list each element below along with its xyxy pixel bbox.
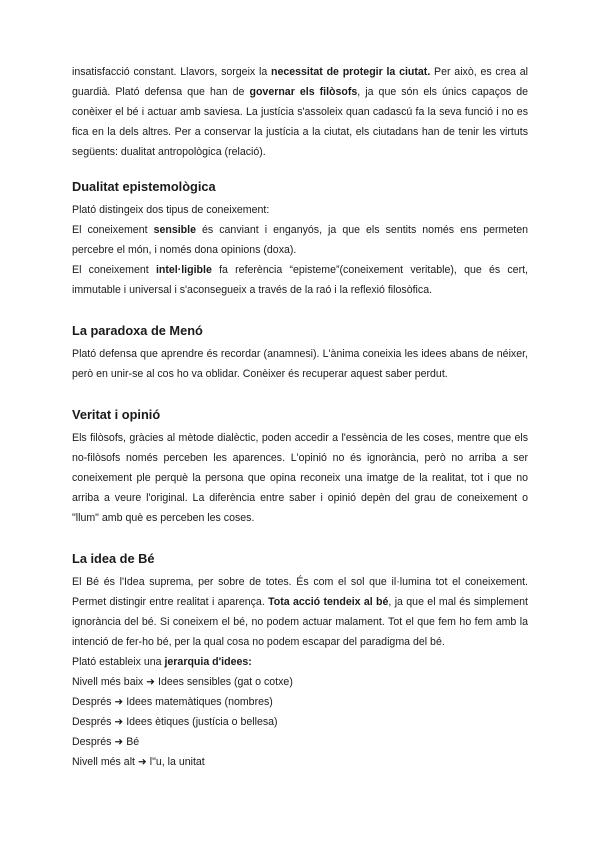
- s4-paragraph-1: [72, 572, 528, 652]
- s4-p2-text-a: Plató estableix una: [72, 656, 165, 668]
- intro-bold-2: governar els filòsofs: [249, 86, 358, 98]
- hierarchy-list: [72, 672, 528, 772]
- s1-paragraph-1: Plató distingeix dos tipus de coneixement:: [72, 204, 270, 216]
- s4-paragraph-2: [72, 652, 528, 672]
- list-item: Després ➜ Idees matemàtiques (nombres): [72, 696, 273, 708]
- section-heading-veritat: Veritat i opinió: [72, 407, 161, 422]
- s4-p1-text-c: , ja que el mal és simplement ignorància del bé. Si coneixem el bé, no podem actuar malament. Tot el que fem ho fem amb la intenció de fer-ho bé, per la qual cosa no podem escapar del paradigma del bé.: [72, 596, 528, 648]
- s1-p2-text-c: és canviant i enganyós, ja que els sentits només ens permeten percebre el món, i només dona opinions (doxa).: [72, 224, 528, 256]
- s1-p3-bold: intel·ligible: [155, 264, 212, 276]
- s4-p1-text-a: El Bé és l'Idea suprema, per sobre de totes. És com el sol que il·lumina tot el coneixement. Permet distingir entre realitat i aparença.: [72, 576, 528, 608]
- intro-text-1: insatisfacció constant. Llavors, sorgeix la: [72, 66, 271, 78]
- s4-p2-bold: jerarquia d'idees:: [164, 656, 252, 668]
- s3-paragraph-1: Els filòsofs, gràcies al mètode dialèctic, poden accedir a l'essència de les coses, mentre que els no-filòsofs només perceben les aparences. L'opinió no és ignorància, però no arriba a ser coneixement ple perquè la persona que opina reconeix una imatge de la realitat, tot i que no arriba a veure l'original. La diferència entre saber i opinió depèn del grau de coneixement o "llum" amb què es perceben les coses.: [72, 432, 528, 524]
- s1-p3-text-a: El coneixement: [72, 264, 156, 276]
- s1-paragraph-3: [72, 260, 528, 300]
- list-item: Després ➜ Bé: [72, 736, 140, 748]
- s1-paragraph-2: [72, 220, 528, 260]
- list-item: Nivell més alt ➜ l"u, la unitat: [72, 756, 205, 768]
- document-page: [72, 62, 528, 772]
- intro-bold-1: necessitat de protegir la ciutat.: [271, 66, 431, 78]
- intro-text-2: Per això, es crea al guardià. Plató defensa que han de: [72, 66, 529, 98]
- list-item: Nivell més baix ➜ Idees sensibles (gat o cotxe): [72, 676, 293, 688]
- section-heading-be: La idea de Bé: [72, 551, 155, 566]
- intro-paragraph: [72, 62, 528, 162]
- section-heading-meno: La paradoxa de Menó: [72, 323, 203, 338]
- s1-p2-text-a: El coneixement: [72, 224, 154, 236]
- list-item: Després ➜ Idees ètiques (justícia o bellesa): [72, 716, 278, 728]
- s2-paragraph-1: Plató defensa que aprendre és recordar (anamnesi). L'ànima coneixia les idees abans de néixer, però en unir-se al cos ho va oblidar. Conèixer és recuperar aquest saber perdut.: [72, 348, 528, 380]
- s4-p1-bold: Tota acció tendeix al bé: [268, 596, 389, 608]
- section-heading-dualitat: Dualitat epistemològica: [72, 179, 216, 194]
- intro-text-3: , ja que són els únics capaços de conèixer el bé i actuar amb saviesa. La justícia s'assoleix quan cadascú fa la seva funció i no es fica en la dels altres. Per a conservar la justícia a la ciutat, els ciutadans han de tenir les virtuts següents: dualitat antropològica (relació).: [72, 86, 528, 158]
- s1-p3-text-c: fa referència “episteme”(coneixement veritable), que és cert, immutable i universal i s'aconsegueix a través de la raó i la reflexió filosòfica.: [72, 264, 528, 296]
- s1-p2-bold: sensible: [153, 224, 196, 236]
